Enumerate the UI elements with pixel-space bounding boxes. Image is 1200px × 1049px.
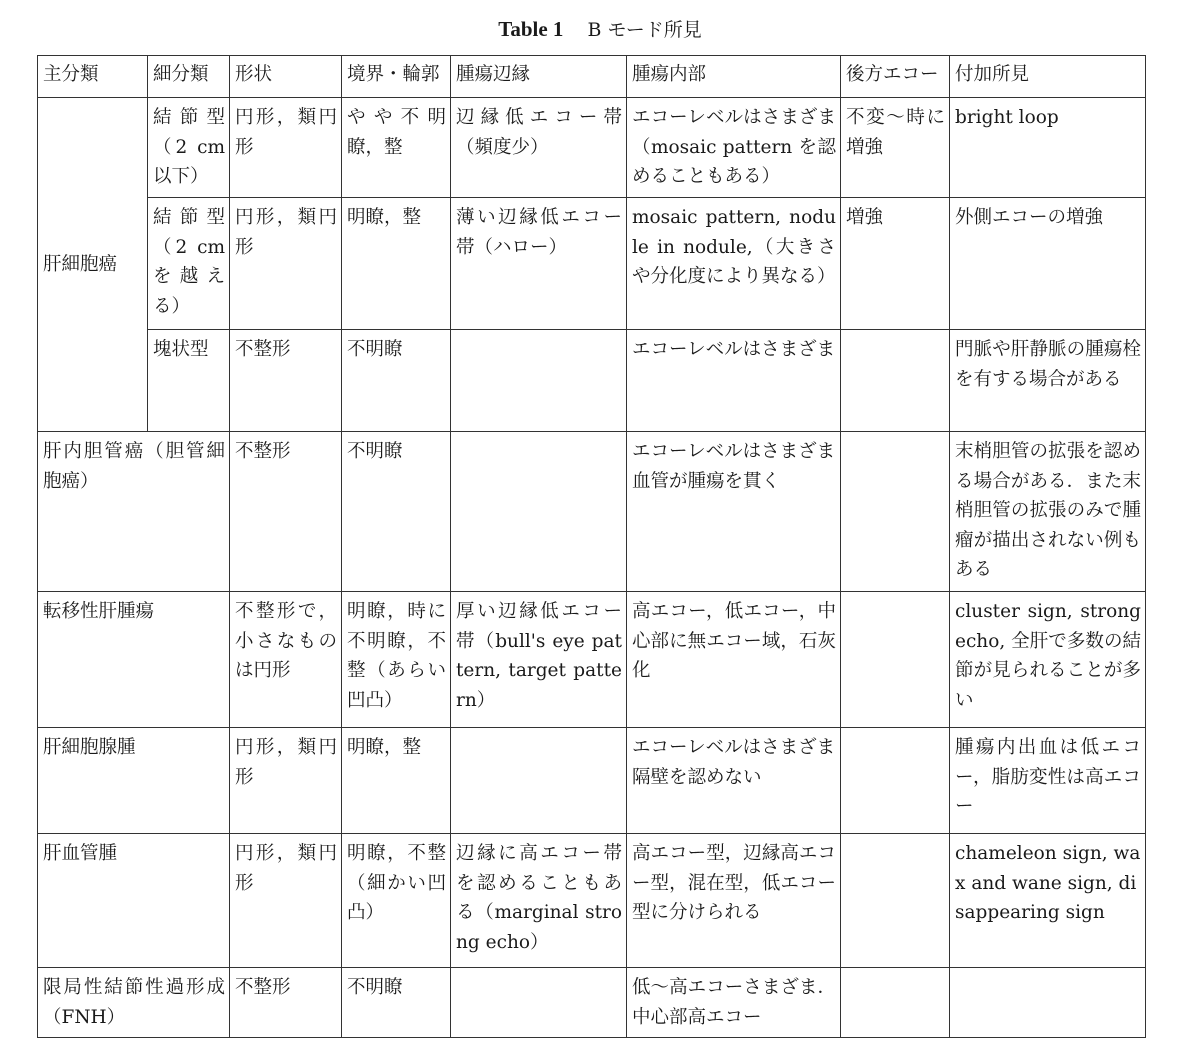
posterior-echo-cell bbox=[841, 592, 950, 728]
internal-cell bbox=[627, 834, 841, 968]
table-number: Table 1 bbox=[498, 17, 564, 41]
header-shape: 形状 bbox=[230, 56, 342, 98]
internal-line: エコーレベルはさまざま bbox=[632, 737, 836, 758]
table-row bbox=[38, 834, 1146, 968]
additional-cell: 外側エコーの増強 bbox=[950, 198, 1146, 330]
header-sub-class: 細分類 bbox=[148, 56, 230, 98]
border-cell: 不明瞭 bbox=[342, 968, 451, 1038]
header-internal: 腫瘍内部 bbox=[627, 56, 841, 98]
shape-cell: 不整形 bbox=[230, 968, 342, 1038]
additional-cell: cluster sign, strong echo, 全肝で多数の結節が見られることが多い bbox=[950, 592, 1146, 728]
margin-cell bbox=[451, 330, 627, 432]
additional-cell: chameleon sign, wax and wane sign, disappearing sign bbox=[950, 834, 1146, 968]
b-mode-findings-table bbox=[37, 55, 1146, 1038]
shape-cell: 不整形 bbox=[230, 432, 342, 592]
main-class-cell: 転移性肝腫瘍 bbox=[38, 592, 230, 728]
posterior-echo-cell bbox=[841, 728, 950, 834]
table-row bbox=[38, 330, 1146, 432]
header-margin: 腫瘍辺縁 bbox=[451, 56, 627, 98]
additional-cell bbox=[950, 968, 1146, 1038]
shape-cell: 円形，類円形 bbox=[230, 198, 342, 330]
main-class-cell: 限局性結節性過形成（FNH） bbox=[38, 968, 230, 1038]
main-class-cell: 肝細胞癌 bbox=[38, 98, 148, 432]
internal-cell bbox=[627, 968, 841, 1038]
margin-cell: 薄い辺縁低エコー帯（ハロー） bbox=[451, 198, 627, 330]
header-border: 境界・輪郭 bbox=[342, 56, 451, 98]
border-cell: やや不明瞭，整 bbox=[342, 98, 451, 198]
table-row bbox=[38, 592, 1146, 728]
posterior-echo-cell: 不変〜時に増強 bbox=[841, 98, 950, 198]
additional-cell: bright loop bbox=[950, 98, 1146, 198]
table-row bbox=[38, 98, 1146, 198]
internal-cell bbox=[627, 728, 841, 834]
table-row bbox=[38, 968, 1146, 1038]
shape-cell: 円形，類円形 bbox=[230, 98, 342, 198]
border-cell: 明瞭，整 bbox=[342, 728, 451, 834]
header-posterior-echo: 後方エコー bbox=[841, 56, 950, 98]
main-class-cell: 肝細胞腺腫 bbox=[38, 728, 230, 834]
table-row bbox=[38, 198, 1146, 330]
header-additional: 付加所見 bbox=[950, 56, 1146, 98]
border-cell: 明瞭，整 bbox=[342, 198, 451, 330]
internal-line: 高エコー型，辺縁高エコー型，混在型，低エコー型に分けられる bbox=[632, 843, 836, 923]
internal-cell: mosaic pattern, nodule in nodule,（大きさや分化度により異なる） bbox=[627, 198, 841, 330]
shape-cell: 円形，類円形 bbox=[230, 728, 342, 834]
table-title: B モード所見 bbox=[587, 19, 702, 41]
margin-cell bbox=[451, 432, 627, 592]
border-cell: 不明瞭 bbox=[342, 432, 451, 592]
header-row bbox=[38, 56, 1146, 98]
sub-class-cell: 塊状型 bbox=[148, 330, 230, 432]
border-cell: 明瞭，不整（細かい凹凸） bbox=[342, 834, 451, 968]
posterior-echo-cell bbox=[841, 968, 950, 1038]
internal-cell bbox=[627, 432, 841, 592]
shape-cell: 不整形 bbox=[230, 330, 342, 432]
table-row bbox=[38, 432, 1146, 592]
main-class-cell: 肝血管腫 bbox=[38, 834, 230, 968]
internal-line: エコーレベルはさまざま bbox=[632, 441, 836, 462]
internal-line: 低〜高エコーさまざま．中心部高エコー bbox=[632, 977, 836, 1028]
border-cell: 明瞭，時に不明瞭，不整（あらい凹凸） bbox=[342, 592, 451, 728]
margin-cell bbox=[451, 728, 627, 834]
internal-line: 血管が腫瘍を貫く bbox=[632, 470, 781, 492]
additional-cell: 門脈や肝静脈の腫瘍栓を有する場合がある bbox=[950, 330, 1146, 432]
shape-cell: 不整形で，小さなものは円形 bbox=[230, 592, 342, 728]
margin-cell: 辺縁低エコー帯（頻度少） bbox=[451, 98, 627, 198]
internal-cell: エコーレベルはさまざま（mosaic pattern を認めることもある） bbox=[627, 98, 841, 198]
margin-cell: 辺縁に高エコー帯を認めることもある（marginal strong echo） bbox=[451, 834, 627, 968]
posterior-echo-cell bbox=[841, 330, 950, 432]
header-main-class: 主分類 bbox=[38, 56, 148, 98]
table-row bbox=[38, 728, 1146, 834]
sub-class-cell: 結節型（2 cm以下） bbox=[148, 98, 230, 198]
internal-cell: エコーレベルはさまざま bbox=[627, 330, 841, 432]
table-caption bbox=[0, 14, 1200, 45]
margin-cell bbox=[451, 968, 627, 1038]
additional-cell: 腫瘍内出血は低エコー，脂肪変性は高エコー bbox=[950, 728, 1146, 834]
main-class-cell: 肝内胆管癌（胆管細胞癌） bbox=[38, 432, 230, 592]
posterior-echo-cell bbox=[841, 834, 950, 968]
border-cell: 不明瞭 bbox=[342, 330, 451, 432]
sub-class-cell: 結節型（2 cmを越える） bbox=[148, 198, 230, 330]
internal-line: 隔壁を認めない bbox=[632, 766, 762, 788]
margin-cell: 厚い辺縁低エコー帯（bull's eye pattern, target pattern） bbox=[451, 592, 627, 728]
shape-cell: 円形，類円形 bbox=[230, 834, 342, 968]
internal-line: 高エコー，低エコー，中心部に無エコー域，石灰化 bbox=[632, 601, 836, 681]
posterior-echo-cell bbox=[841, 432, 950, 592]
posterior-echo-cell: 増強 bbox=[841, 198, 950, 330]
additional-cell: 末梢胆管の拡張を認める場合がある．また末梢胆管の拡張のみで腫瘤が描出されない例もある bbox=[950, 432, 1146, 592]
internal-cell bbox=[627, 592, 841, 728]
